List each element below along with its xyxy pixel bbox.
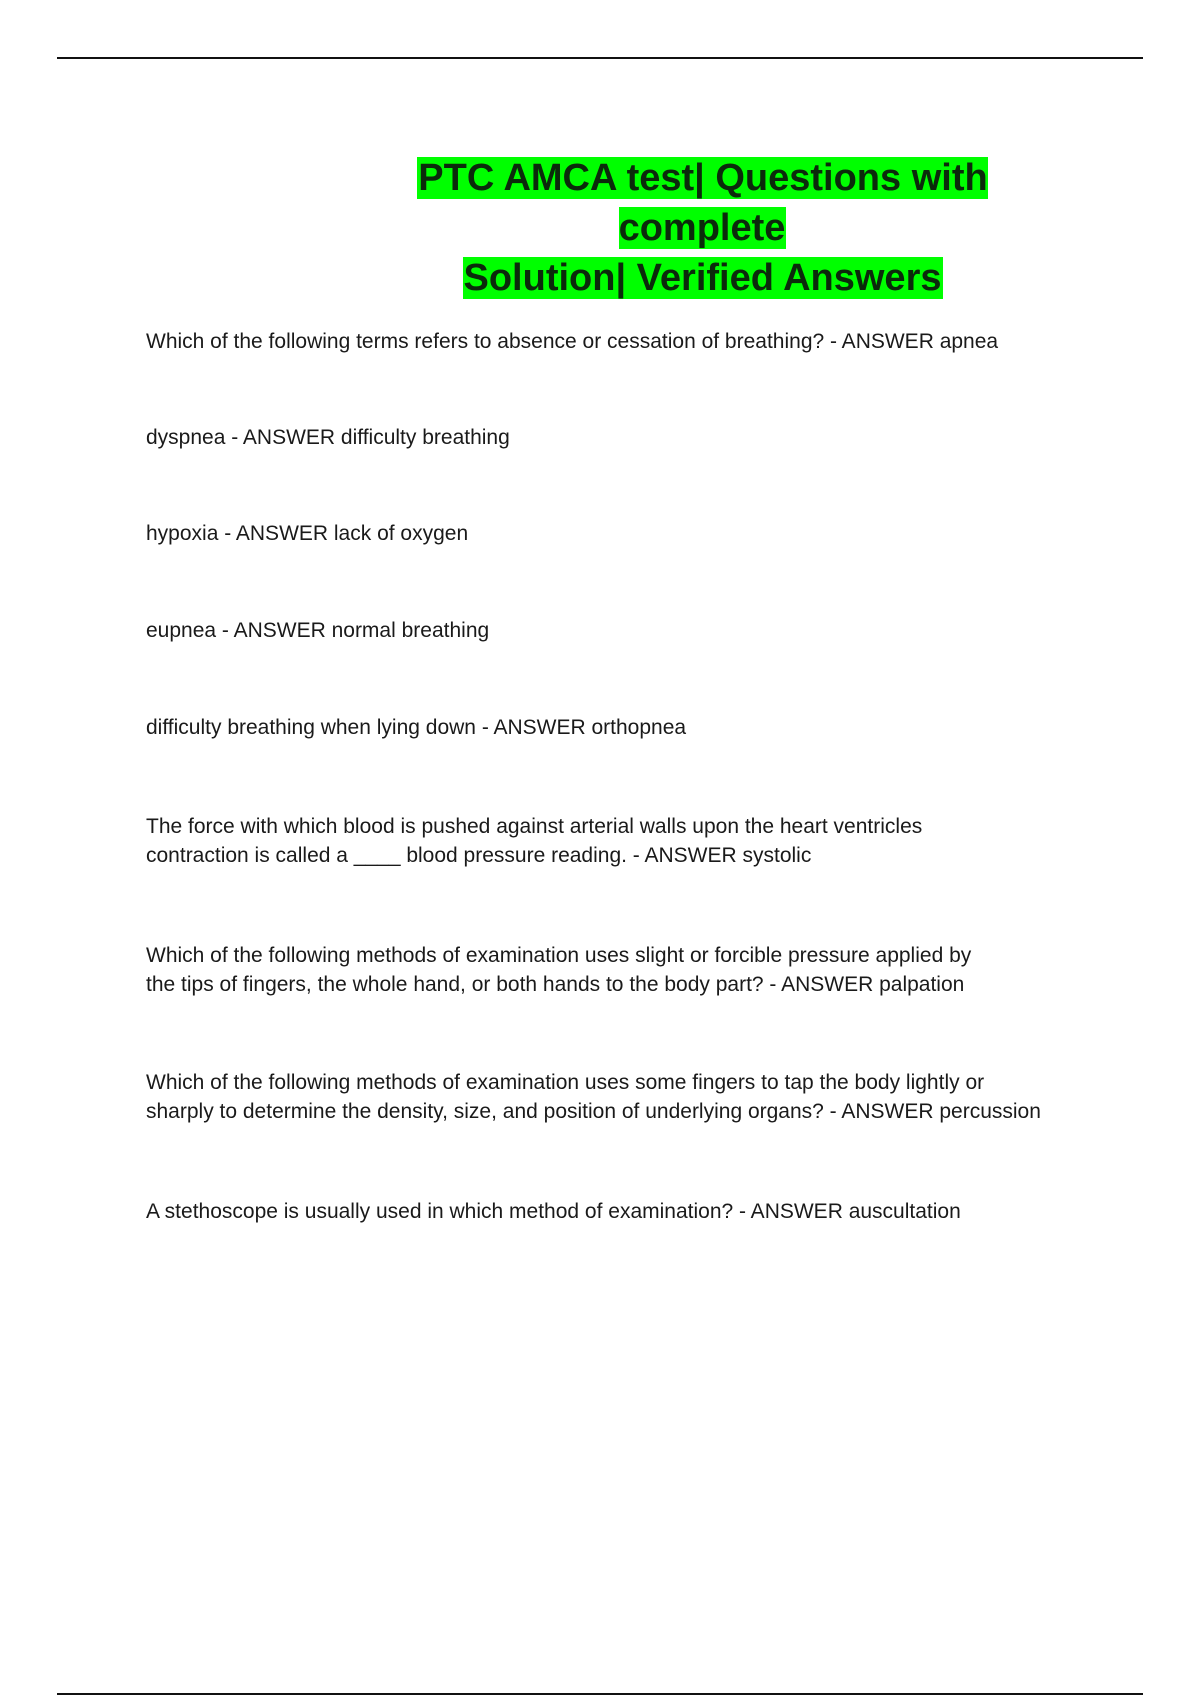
bottom-rule xyxy=(57,1693,1143,1695)
qa-item-6-line-2: contraction is called a ____ blood pressure reading. - ANSWER systolic xyxy=(146,844,812,867)
title-line-1-text: PTC AMCA test| Questions with complete xyxy=(418,157,988,249)
document-title xyxy=(140,153,1140,303)
qa-item-7-line-2: the tips of fingers, the whole hand, or both hands to the body part? - ANSWER palpation xyxy=(146,973,965,996)
qa-item-5: difficulty breathing when lying down - ANSWER orthopnea xyxy=(146,716,687,739)
title-line-2-text: Solution| Verified Answers xyxy=(463,257,942,299)
title-line-2 xyxy=(330,253,1075,303)
top-rule xyxy=(57,57,1143,59)
qa-item-2: dyspnea - ANSWER difficulty breathing xyxy=(146,426,510,449)
qa-item-7-line-1: Which of the following methods of examination uses slight or forcible pressure applied by xyxy=(146,944,972,967)
qa-item-6-line-1: The force with which blood is pushed against arterial walls upon the heart ventricles xyxy=(146,815,923,838)
qa-item-6 xyxy=(146,812,1106,870)
qa-item-7 xyxy=(146,941,1106,999)
qa-item-3: hypoxia - ANSWER lack of oxygen xyxy=(146,522,469,545)
qa-item-9: A stethoscope is usually used in which method of examination? - ANSWER auscultation xyxy=(146,1200,961,1223)
qa-item-1: Which of the following terms refers to absence or cessation of breathing? - ANSWER apnea xyxy=(146,330,999,353)
title-line-1 xyxy=(330,153,1075,253)
qa-item-8-line-1: Which of the following methods of examination uses some fingers to tap the body lightly or xyxy=(146,1071,985,1094)
qa-item-4: eupnea - ANSWER normal breathing xyxy=(146,619,490,642)
qa-item-8-line-2: sharply to determine the density, size, and position of underlying organs? - ANSWER percussion xyxy=(146,1100,1041,1123)
qa-item-8 xyxy=(146,1068,1106,1126)
